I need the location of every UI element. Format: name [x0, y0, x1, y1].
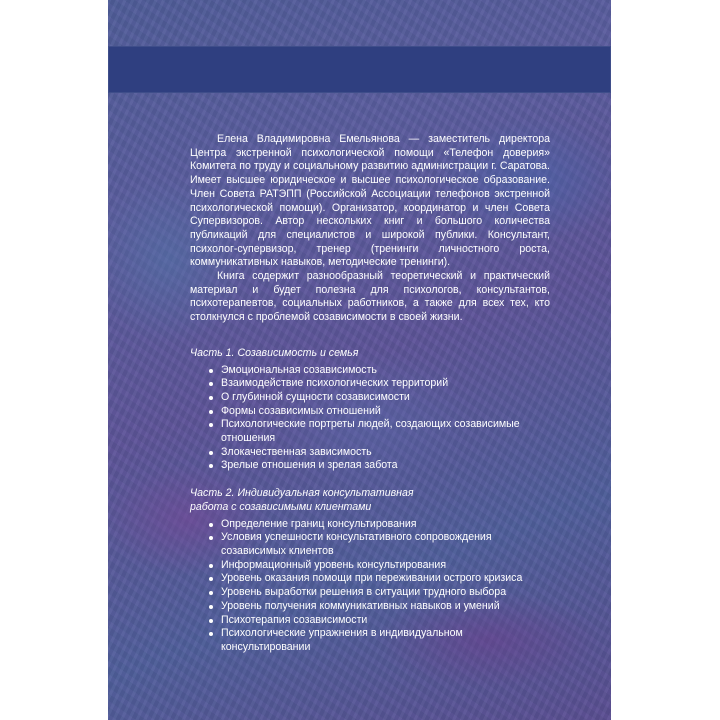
part-2-list	[190, 518, 550, 655]
author-bio: Елена Владимировна Емельянова — заместитель директора Центра экстренной психологической помощи «Телефон доверия» Комитета по труду и социальному развитию администрации г. Саратова. Имеет высшее юридическое и высшее психологическое образование. Член Совета РАТЭПП (Российской Ассоциации телефонов экстренной психологической помощи). Организатор, координатор и член Совета Супервизоров. Автор нескольких книг и большого количества публикаций для специалистов и широкой публики. Консультант, психолог-супервизор, тренер (тренинги личностного роста, коммуникативных навыков, методические тренинги).	[190, 133, 550, 269]
list-item: Уровень оказания помощи при переживании острого кризиса	[208, 572, 550, 586]
list-item: Формы созависимых отношений	[208, 405, 550, 419]
list-item: Уровень выработки решения в ситуации трудного выбора	[208, 586, 550, 600]
title-band	[108, 46, 611, 93]
part-2-title: Часть 2. Индивидуальная консультативная работа с созависимыми клиентами	[190, 487, 414, 513]
part-1-title: Часть 1. Созависимость и семья	[190, 346, 359, 359]
list-item: Злокачественная зависимость	[208, 446, 550, 460]
list-item: Психотерапия созависимости	[208, 614, 550, 628]
list-item: Уровень получения коммуникативных навыков и умений	[208, 600, 550, 614]
list-item: Эмоциональная созависимость	[208, 364, 550, 378]
book-description: Книга содержит разнообразный теоретический и практический материал и будет полезна для психологов, консультантов, психотерапевтов, социальных работников, а также для всех тех, кто столкнулся с проблемой созависимости в своей жизни.	[190, 270, 550, 324]
list-item: Взаимодействие психологических территорий	[208, 377, 550, 391]
part-1-list	[190, 364, 550, 474]
cover-text	[190, 133, 550, 655]
list-item: Информационный уровень консультирования	[208, 559, 550, 573]
part-1	[190, 347, 550, 473]
back-cover	[108, 0, 611, 720]
list-item: Условия успешности консультативного сопровождения созависимых клиентов	[208, 531, 550, 558]
list-item: Психологические портреты людей, создающих созависимые отношения	[208, 418, 550, 445]
list-item: О глубинной сущности созависимости	[208, 391, 550, 405]
part-2	[190, 487, 550, 654]
list-item: Психологические упражнения в индивидуальном консультировании	[208, 627, 550, 654]
list-item: Зрелые отношения и зрелая забота	[208, 459, 550, 473]
list-item: Определение границ консультирования	[208, 518, 550, 532]
